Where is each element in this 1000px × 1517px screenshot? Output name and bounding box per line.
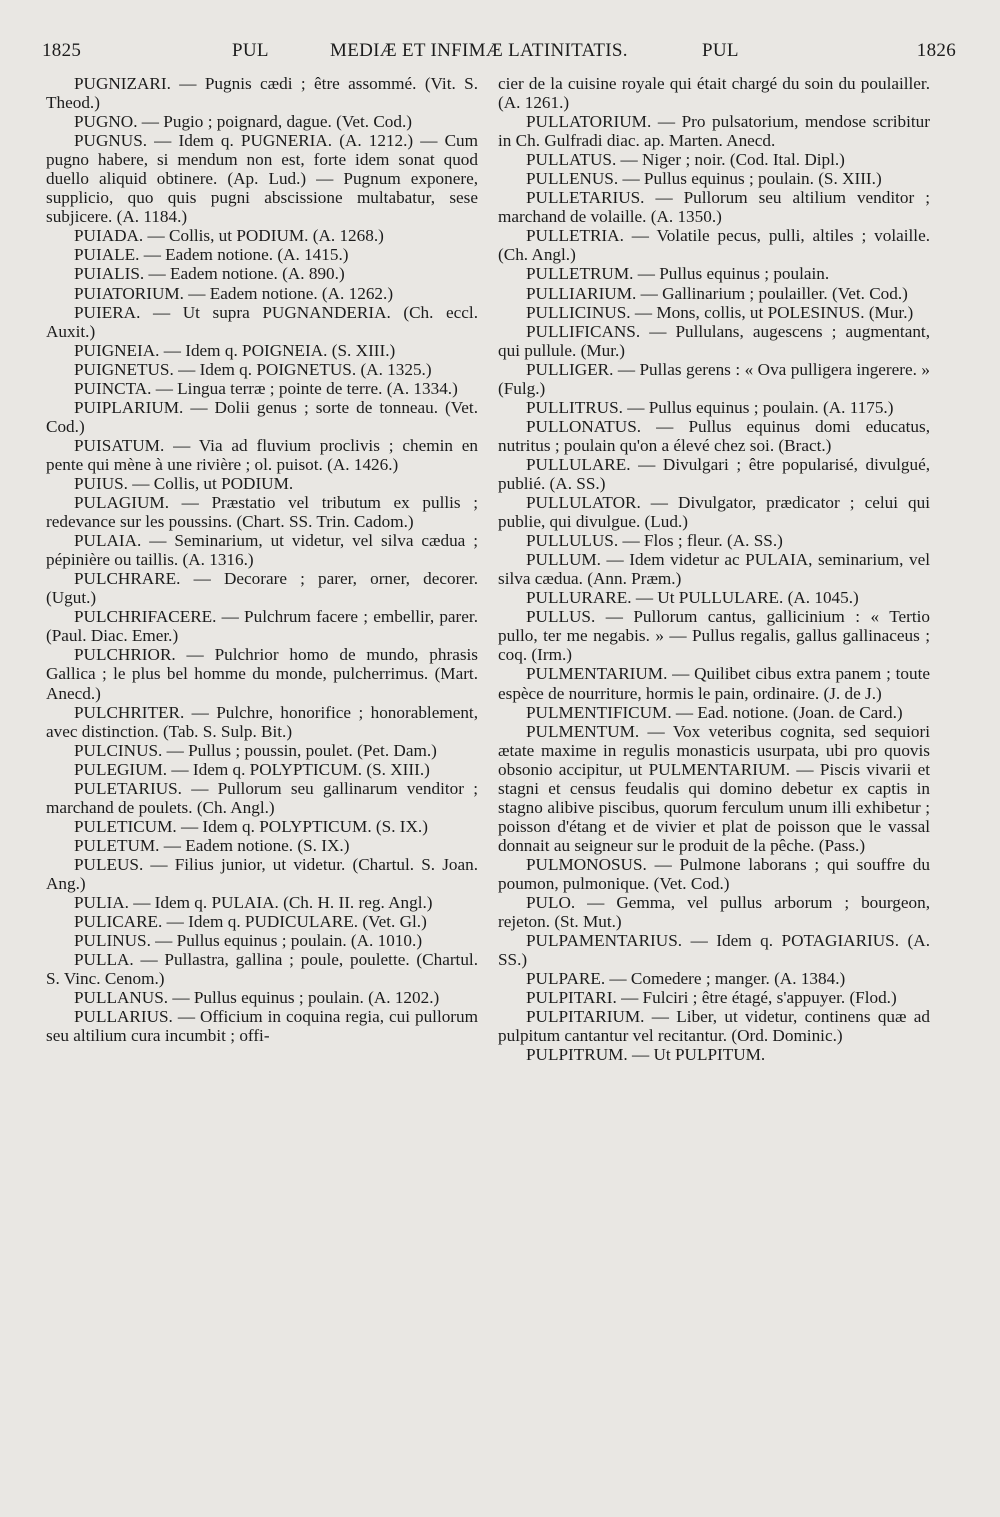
dictionary-entry: PULLETRIA. — Volatile pecus, pulli, altiles ; volaille. (Ch. Angl.): [498, 226, 930, 265]
dictionary-entry: PUIGNETUS. — Idem q. POIGNETUS. (A. 1325.): [74, 359, 432, 379]
right-running-head: PUL: [702, 40, 739, 61]
dictionary-entry: PULMENTUM. — Vox veteribus cognita, sed sequiori ætate maxime in regulis monasticis usurpata, ubi pro quovis obsonio accipitur, ut PULMENTARIUM. — Piscis vivarii et stagni et census feudalis qui domino debetur ex captis in stagno alibive piscibus, quorum ferculum unum illi exhibetur ; poisson d'étang et de vivier et plat de poisson que le vassal donnait au seigneur sur le produit de la pêche. (Pass.): [498, 721, 930, 855]
dictionary-entry: PULLETARIUS. — Pullorum seu altilium venditor ; marchand de volaille. (A. 1350.): [498, 188, 930, 227]
dictionary-entry: PULLULARE. — Divulgari ; être popularisé, divulgué, publié. (A. SS.): [498, 454, 930, 493]
left-column: [46, 74, 478, 1045]
dictionary-entry: PUISATUM. — Via ad fluvium proclivis ; chemin en pente qui mène à une rivière ; ol. puisot. (A. 1426.): [46, 435, 478, 474]
dictionary-entry: PULLUM. — Idem videtur ac PULAIA, seminarium, vel silva cædua. (Ann. Præm.): [498, 550, 930, 589]
dictionary-entry: PULLATUS. — Niger ; noir. (Cod. Ital. Dipl.): [526, 150, 845, 170]
dictionary-entry: PUGNIZARI. — Pugnis cædi ; être assommé. (Vit. S. Theod.): [46, 74, 478, 113]
right-page-number: 1826: [916, 40, 956, 61]
dictionary-entry: PUIERA. — Ut supra PUGNANDERIA. (Ch. eccl. Auxit.): [46, 302, 478, 341]
dictionary-entry: PULPITRUM. — Ut PULPITUM.: [526, 1045, 766, 1065]
dictionary-entry: PUIGNEIA. — Idem q. POIGNEIA. (S. XIII.): [74, 340, 396, 360]
dictionary-entry: PULCINUS. — Pullus ; poussin, poulet. (Pet. Dam.): [74, 740, 437, 760]
dictionary-entry: PULLIARIUM. — Gallinarium ; poulailler. (Vet. Cod.): [526, 283, 908, 303]
dictionary-entry: PULIA. — Idem q. PULAIA. (Ch. H. II. reg. Angl.): [74, 893, 433, 913]
dictionary-entry: PUIADA. — Collis, ut PODIUM. (A. 1268.): [74, 226, 384, 246]
dictionary-entry: PUGNO. — Pugio ; poignard, dague. (Vet. Cod.): [74, 112, 412, 132]
left-page-number: 1825: [42, 40, 82, 61]
dictionary-entry: PULETICUM. — Idem q. POLYPTICUM. (S. IX.): [74, 816, 428, 836]
dictionary-entry: PULLULUS. — Flos ; fleur. (A. SS.): [526, 531, 783, 551]
dictionary-entry: PULLITRUS. — Pullus equinus ; poulain. (A. 1175.): [526, 397, 894, 417]
dictionary-entry: PULCHRIFACERE. — Pulchrum facere ; embellir, parer. (Paul. Diac. Emer.): [46, 607, 478, 646]
dictionary-entry: PULAIA. — Seminarium, ut videtur, vel silva cædua ; pépinière ou taillis. (A. 1316.): [46, 531, 478, 570]
dictionary-entry: PUIPLARIUM. — Dolii genus ; sorte de tonneau. (Vet. Cod.): [46, 397, 478, 436]
dictionary-entry: PULLATORIUM. — Pro pulsatorium, mendose scribitur in Ch. Gulfradi diac. ap. Marten. Anecd.: [498, 112, 930, 151]
right-column: [498, 74, 930, 1064]
dictionary-entry: PULLURARE. — Ut PULLULARE. (A. 1045.): [526, 588, 859, 608]
dictionary-entry: PULLARIUS. — Officium in coquina regia, cui pullorum seu altilium cura incumbit ; offi-: [46, 1007, 478, 1046]
dictionary-entry: PULLENUS. — Pullus equinus ; poulain. (S. XIII.): [526, 169, 882, 189]
dictionary-entry: PULINUS. — Pullus equinus ; poulain. (A. 1010.): [74, 931, 423, 951]
dictionary-entry: PULLICINUS. — Mons, collis, ut POLESINUS. (Mur.): [526, 302, 914, 322]
dictionary-entry: PUIATORIUM. — Eadem notione. (A. 1262.): [74, 283, 394, 303]
dictionary-entry: PULPITARI. — Fulciri ; être étagé, s'appuyer. (Flod.): [526, 988, 897, 1008]
dictionary-entry: PULPAMENTARIUS. — Idem q. POTAGIARIUS. (A. SS.): [498, 931, 930, 970]
dictionary-entry: PULPARE. — Comedere ; manger. (A. 1384.): [526, 969, 846, 989]
dictionary-entry: PULCHRIOR. — Pulchrior homo de mundo, phrasis Gallica ; le plus bel homme du monde, pulcherrimus. (Mart. Anecd.): [46, 645, 478, 703]
dictionary-entry: PULLA. — Pullastra, gallina ; poule, poulette. (Chartul. S. Vinc. Cenom.): [46, 950, 478, 989]
dictionary-entry: PULLETRUM. — Pullus equinus ; poulain.: [526, 264, 830, 284]
dictionary-entry: PUIALE. — Eadem notione. (A. 1415.): [74, 245, 349, 265]
dictionary-entry: PULMENTIFICUM. — Ead. notione. (Joan. de Card.): [526, 702, 903, 722]
dictionary-entry: PULLIFICANS. — Pullulans, augescens ; augmentant, qui pullule. (Mur.): [498, 321, 930, 360]
dictionary-entry: PULMENTARIUM. — Quilibet cibus extra panem ; toute espèce de nourriture, hormis le pain, ordinaire. (J. de J.): [498, 664, 930, 703]
dictionary-entry: PULO. — Gemma, vel pullus arborum ; bourgeon, rejeton. (St. Mut.): [498, 893, 930, 932]
dictionary-entry: PULLANUS. — Pullus equinus ; poulain. (A. 1202.): [74, 988, 440, 1008]
dictionary-entry: PULLUS. — Pullorum cantus, gallicinium : « Tertio pullo, ter me negabis. » — Pullus regalis, gallus gallinaceus ; coq. (Irm.): [498, 607, 930, 665]
dictionary-entry: cier de la cuisine royale qui était chargé du soin du poulailler. (A. 1261.): [498, 74, 930, 113]
dictionary-entry: PULLULATOR. — Divulgator, prædicator ; celui qui publie, qui divulgue. (Lud.): [498, 493, 930, 532]
dictionary-entry: PULLIGER. — Pullas gerens : « Ova pulligera ingerere. » (Fulg.): [498, 359, 930, 398]
dictionary-entry: PULLONATUS. — Pullus equinus domi educatus, nutritus ; poulain qu'on a élevé chez soi. (Bract.): [498, 416, 930, 455]
dictionary-entry: PULEGIUM. — Idem q. POLYPTICUM. (S. XIII.): [74, 759, 430, 779]
dictionary-entry: PULETUM. — Eadem notione. (S. IX.): [74, 835, 350, 855]
dictionary-entry: PULETARIUS. — Pullorum seu gallinarum venditor ; marchand de poulets. (Ch. Angl.): [46, 778, 478, 817]
dictionary-entry: PUIUS. — Collis, ut PODIUM.: [74, 473, 294, 493]
dictionary-entry: PULCHRITER. — Pulchre, honorifice ; honorablement, avec distinction. (Tab. S. Sulp. Bit.): [46, 702, 478, 741]
dictionary-entry: PULPITARIUM. — Liber, ut videtur, continens quæ ad pulpitum cantantur vel recitantur. (Ord. Dominic.): [498, 1007, 930, 1046]
dictionary-entry: PULEUS. — Filius junior, ut videtur. (Chartul. S. Joan. Ang.): [46, 854, 478, 893]
left-running-head: PUL: [232, 40, 269, 61]
dictionary-entry: PULMONOSUS. — Pulmone laborans ; qui souffre du poumon, pulmonique. (Vet. Cod.): [498, 854, 930, 893]
dictionary-entry: PUIALIS. — Eadem notione. (A. 890.): [74, 264, 345, 284]
running-title: MEDIÆ ET INFIMÆ LATINITATIS.: [330, 40, 628, 61]
dictionary-entry: PUGNUS. — Idem q. PUGNERIA. (A. 1212.) — Cum pugno habere, si mendum non est, forte idem sonat quod duello aliquid obtinere. (Ap. Lud.) — Pugnum exponere, supplicio, quo quis pugni abscissione multabatur, sese subjicere. (A. 1184.): [46, 131, 478, 227]
dictionary-entry: PUINCTA. — Lingua terræ ; pointe de terre. (A. 1334.): [74, 378, 458, 398]
dictionary-entry: PULAGIUM. — Præstatio vel tributum ex pullis ; redevance sur les poussins. (Chart. SS. Trin. Cadom.): [46, 493, 478, 532]
dictionary-entry: PULICARE. — Idem q. PUDICULARE. (Vet. Gl.): [74, 912, 427, 932]
page-header: [42, 40, 956, 70]
dictionary-entry: PULCHRARE. — Decorare ; parer, orner, decorer. (Ugut.): [46, 569, 478, 608]
